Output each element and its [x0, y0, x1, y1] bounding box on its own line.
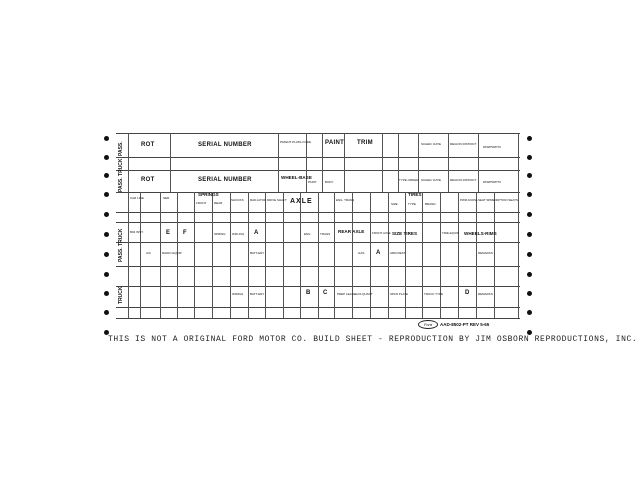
row3-size: SIZE: [391, 202, 398, 206]
col-rule: [382, 133, 383, 192]
row3-car-line: CAR LINE: [130, 196, 144, 200]
col-rule: [160, 192, 161, 318]
side-rule: [128, 133, 129, 318]
col-rule: [440, 192, 441, 318]
col-rule: [422, 192, 423, 318]
feed-hole: [104, 212, 109, 217]
row4-a: A: [254, 230, 259, 236]
feed-hole: [104, 252, 109, 257]
col-rule: [322, 133, 323, 192]
row1-region-district: REGION DISTRICT: [450, 142, 477, 146]
feed-hole: [527, 232, 532, 237]
col-rule: [177, 192, 178, 318]
col-rule: [370, 192, 371, 318]
row3-front: FRONT: [196, 201, 207, 205]
col-rule: [476, 192, 477, 318]
row1-models: D50/P50/P70: [483, 145, 501, 149]
col-rule: [344, 133, 345, 192]
row4-tire-equip: TIRE EQUIP: [442, 231, 460, 235]
feed-hole: [527, 155, 532, 160]
row6-d: D: [465, 290, 470, 296]
row6-wiring: WIRING: [232, 292, 244, 296]
feed-hole: [104, 272, 109, 277]
row4-e: E: [166, 230, 171, 236]
col-rule: [170, 133, 171, 192]
row4-wiring: WIR-ING: [232, 232, 245, 236]
feed-hole: [104, 310, 109, 315]
feed-hole: [104, 136, 109, 141]
feed-hole: [527, 291, 532, 296]
row3-option-seats: OPTION SEATS: [496, 198, 518, 202]
feed-hole: [104, 155, 109, 160]
row1-rot: ROT: [141, 142, 155, 148]
row3-springs: SPRINGS: [198, 192, 219, 197]
row1-trim: TRIM: [357, 140, 373, 146]
col-rule: [140, 192, 141, 318]
col-rule: [278, 133, 279, 192]
feed-hole: [527, 212, 532, 217]
row3-type: TYPE: [408, 202, 416, 206]
col-rule: [458, 192, 459, 318]
row6-c: C: [323, 290, 328, 296]
row4-inst: B04 INST.: [130, 230, 144, 234]
col-rule: [398, 133, 399, 192]
row3-axle: AXLE: [290, 198, 313, 205]
row3-drive-shaft: DRIVE SHAFT: [267, 198, 287, 202]
row6-battery: BATT-ERY: [250, 292, 265, 296]
row4-eng: ENG: [304, 232, 311, 236]
row3-seat-spred: SEAT SPRED: [478, 198, 497, 202]
side-label-pass-truck: PASS. TRUCK: [118, 158, 124, 192]
side-label-pass: PASS.: [118, 141, 124, 156]
row2-sched-date: SCHED. DATE: [421, 178, 441, 182]
col-rule: [494, 192, 495, 318]
row2-wheel-base: WHEEL-BASE: [281, 175, 312, 180]
form-number: AAD-8502-PT REV 5-65: [440, 322, 490, 327]
feed-hole: [527, 272, 532, 277]
col-rule: [230, 192, 231, 318]
side-rule: [518, 133, 519, 318]
row2-serial: SERIAL NUMBER: [198, 177, 252, 183]
col-rule: [318, 192, 319, 318]
row5-gas: GAS: [358, 251, 365, 255]
row3-radiator: RAD-IATOR: [250, 198, 267, 202]
row4-wheels-rims: WHEELS-RIMS: [464, 231, 497, 236]
row6-span-plate: SPAN PLATE: [390, 292, 409, 296]
row3-brand: BRAND: [425, 202, 436, 206]
row3-ser: SER: [163, 196, 170, 200]
row2-rot: ROT: [141, 177, 155, 183]
row6-gas-quant: GAS QUANT: [355, 292, 373, 296]
row2-type-order: TYPE ORDER: [399, 178, 419, 182]
feed-hole: [104, 173, 109, 178]
feed-hole: [527, 252, 532, 257]
row-rule: [116, 133, 520, 134]
row6-remarks: REMARKS: [478, 292, 493, 296]
row5-arm-rest: ARM REST: [390, 251, 406, 255]
col-rule: [405, 192, 406, 318]
col-rule: [265, 192, 266, 318]
side-label-truck: TRUCK: [118, 286, 124, 304]
row2-body: BODY: [325, 180, 334, 184]
col-rule: [352, 192, 353, 318]
row5-remarks: REMARKS: [478, 251, 493, 255]
row3-shocks: SHOCKS: [231, 198, 244, 202]
feed-hole: [104, 192, 109, 197]
row5-battery: BATT-ERY: [250, 251, 265, 255]
row5-radio: RADIO EQUIP.: [162, 251, 183, 255]
row4-trans: TRANS: [320, 232, 331, 236]
col-rule: [212, 192, 213, 318]
feed-hole: [104, 291, 109, 296]
row4-size-tires: SIZE TIRES: [392, 231, 418, 236]
col-rule: [388, 192, 389, 318]
row2-paint: PAINT: [308, 180, 317, 184]
col-rule: [248, 192, 249, 318]
row-rule: [116, 170, 520, 171]
side-label-pass-truck-2: PASS. TRUCK: [118, 228, 124, 262]
row3-tires: TIRES: [408, 192, 422, 197]
feed-hole: [104, 232, 109, 237]
row-rule: [116, 157, 520, 158]
row1-paint: PAINT: [325, 140, 345, 146]
row-rule: [116, 318, 520, 319]
row4-front-axle: FRONT AXLE: [372, 231, 391, 235]
col-rule: [300, 192, 301, 318]
col-rule: [283, 192, 284, 318]
reproduction-notice: THIS IS NOT A ORIGINAL FORD MOTOR CO. BUILD SHEET - REPRODUCTION BY JIM OSBORN REPRODUCTIONS, INC.: [108, 335, 638, 344]
row3-rear: REAR: [214, 201, 223, 205]
row3-eng-trans: ENG. TRANS: [336, 198, 355, 202]
feed-hole: [527, 310, 532, 315]
row4-rear-axle: REAR AXLE: [338, 229, 365, 234]
col-rule: [334, 192, 335, 318]
row1-sched-date: SCHED. DATE: [421, 142, 441, 146]
row4-f: F: [183, 230, 187, 236]
row4-spring: SPRING: [214, 232, 226, 236]
row5-ac: A/C: [146, 251, 152, 255]
row6-prep-lease: PREP LEASE: [337, 292, 356, 296]
col-rule: [418, 133, 419, 192]
row2-region-district: REGION DISTRICT: [450, 178, 477, 182]
feed-hole: [527, 173, 532, 178]
row3-pwr-anosl: PWR ANOSL: [460, 198, 478, 202]
col-rule: [194, 192, 195, 318]
feed-hole: [527, 192, 532, 197]
row6-b: B: [306, 290, 311, 296]
row6-truck-type: TRUCK TYPE: [424, 292, 443, 296]
col-rule: [478, 133, 479, 192]
col-rule: [448, 133, 449, 192]
ford-logo: Ford: [418, 320, 438, 329]
row1-patent-plate: PATENT PLATE CODE: [280, 140, 311, 144]
row2-models: D50/P50/P70: [483, 180, 501, 184]
row1-serial: SERIAL NUMBER: [198, 142, 252, 148]
feed-hole: [527, 136, 532, 141]
row5-a: A: [376, 250, 381, 256]
